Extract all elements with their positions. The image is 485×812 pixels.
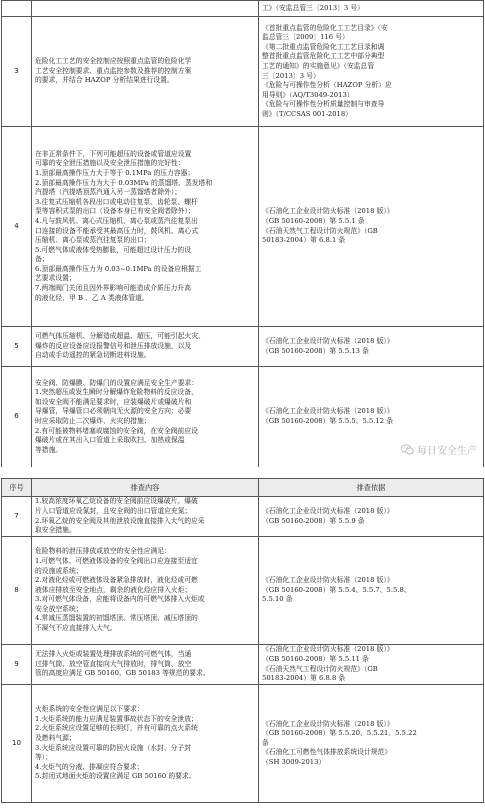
cell-text-line: 汽提塔（汽提塔顶蒸汽通入另一蒸馏塔者除外）； — [35, 188, 182, 197]
cell-text-line: 4.火炬气的分液、排凝应符合要求； — [35, 762, 144, 771]
cell-text-line: 3.对可燃气体设备，应能将设备内的可燃气体排入火炬或 — [35, 595, 205, 604]
inspection-basis-cell — [259, 645, 484, 685]
row-number-cell — [2, 1, 32, 17]
row-number-cell: 7 — [2, 497, 32, 537]
cell-text-line: 时应采取防止二次爆炸、火灾的措施； — [35, 417, 151, 425]
cell-text-line: 的液化烃、甲 B 、乙 A 类液体管道。 — [35, 293, 149, 302]
cell-text-line: 7.两端阀门关闭且因外界影响可能造成介质压力升高 — [35, 284, 192, 293]
cell-text-line: 不凝气不应直接排入大气。 — [35, 624, 117, 633]
cell-text-line: 工》（安监总管三〔2013〕3 号） — [262, 3, 364, 12]
cell-text-line: 50183-2004）第 6.8.8 条 — [262, 674, 346, 683]
cell-text-line: 等措施。 — [35, 445, 63, 454]
cell-text-line: 火炬系统的安全性应满足以下要求： — [35, 705, 144, 714]
inspection-table-bottom — [1, 478, 484, 803]
row-number-cell: 4 — [2, 127, 32, 327]
cell-text-line: 《危险与可操作性分析（HAZOP 分析）应 — [262, 81, 392, 90]
row-number-cell: 5 — [2, 327, 32, 367]
cell-text-line: 液体应排放至安全地点，剩余的液化烃应排入火炬； — [35, 585, 192, 594]
cell-text-line: 《石油化工企业设计防火标准（2018 版）》 — [262, 576, 394, 585]
cell-text-line: 工艺的通知》的实施意见》（安监总管 — [262, 61, 375, 70]
row-number-cell: 9 — [2, 645, 32, 685]
table-row — [2, 497, 484, 537]
inspection-content-cell — [32, 685, 259, 803]
cell-text-line: 压缩机、离心泵或蒸汽往复泵的出口； — [35, 236, 151, 245]
cell-text-line: 《危险与可操作性分析质量控制与审查导 — [262, 100, 385, 109]
inspection-content-cell — [32, 367, 259, 468]
cell-text-line: 《石油化工企业设计防火标准（2018 版）》 — [262, 336, 394, 345]
cell-text-line: 3.往复式压缩机各段出口或电动往复泵、齿轮泵、螺杆 — [35, 197, 198, 206]
cell-text-line: 整首批重点监管危险化工工艺中部分典型 — [262, 52, 385, 61]
cell-text-line: 《石油化工企业设计防火标准（2018 版）》 — [262, 407, 394, 416]
cell-text-line: 的设施或系统； — [35, 566, 83, 575]
cell-text-line: 的要求，并结合 HAZOP 分析结果进行设置。 — [35, 76, 174, 85]
cell-text-line: 危险化工工艺的安全控制应按照重点监管的危险化学 — [35, 57, 192, 66]
cell-text-line: 2.有可能被物料堵塞或腐蚀的安全阀，在安全阀前应设 — [35, 426, 198, 435]
cell-text-line: 安全放空系统； — [35, 604, 83, 613]
row-number-cell: 8 — [2, 537, 32, 645]
cell-text-line: 管的高度应满足 GB 50160、GB 50183 等规范的要求。 — [35, 669, 210, 678]
watermark-text: 每日安全生产 — [417, 446, 477, 457]
cell-text-line: 1.顶部最高操作压力大于等于 0.1MPa 的压力容器； — [35, 168, 195, 177]
header-basis: 排查依据 — [259, 479, 484, 497]
cell-text-line: 《石油化工企业设计防火标准（2018 版）》 — [262, 207, 394, 216]
cell-text-line: 则》（T/CCSAS 001-2018） — [262, 109, 352, 118]
cell-text-line: 6.顶部最高操作压力为 0.03~0.1MPa 的设备应根据工 — [35, 264, 202, 273]
cell-text-line: 及燃料气源； — [35, 733, 76, 742]
inspection-content-cell — [32, 127, 259, 327]
inspection-basis-cell — [259, 537, 484, 645]
cell-text-line: 取安全措施。 — [35, 526, 76, 535]
wechat-icon — [401, 444, 414, 455]
cell-text-line: 导爆管，导爆管口必须朝向无火源的安全方向；必要 — [35, 407, 192, 416]
cell-text-line: （GB 50160-2008）第 5.5.11 条 — [262, 654, 369, 663]
inspection-content-cell — [32, 497, 259, 537]
cell-text-line: （GB 50160-2008）第 5.5.4、5.5.7、5.5.8、 — [262, 585, 411, 594]
table-row — [2, 1, 484, 17]
cell-text-line: （GB 50160-2008）第 5.5.20、5.5.21、5.5.22 — [262, 729, 417, 738]
cell-text-line: 1.可燃气体、可燃液体设备的安全阀出口应连接至适宜 — [35, 556, 198, 565]
cell-text-line: 在非正常条件下，下列可能超压的设备或管道应设置 — [35, 149, 192, 158]
cell-text-line: 3.火炬系统应设置可靠的防回火设施（水封、分子封 — [35, 743, 192, 752]
table-row — [2, 537, 484, 645]
cell-text-line: 5.可燃气体或液体受热膨胀，可能超过设计压力的设 — [35, 245, 192, 254]
table-row — [2, 127, 484, 327]
cell-text-line: 条 — [262, 738, 269, 747]
inspection-content-cell — [32, 327, 259, 367]
cell-text-line: 5.封闭式地面火炬的设置应满足 GB 50160 的要求。 — [35, 772, 196, 781]
header-number: 序号 — [2, 479, 32, 497]
cell-text-line: 2.火炬系统应设置足够的长明灯，并有可靠的点火系统 — [35, 724, 198, 733]
inspection-content-cell — [32, 645, 259, 685]
cell-text-line: 泵等容积式泵的出口（设备本身已有安全阀者除外）； — [35, 207, 195, 216]
cell-text-line: 片入口管道应设氮封，且安全阀的出口管道应充氮； — [35, 506, 192, 515]
cell-text-line: 监总管三〔2009〕116 号） — [262, 33, 349, 42]
cell-text-line: 《石油天然气工程设计防火规范》（GB — [262, 226, 378, 235]
inspection-content-cell — [32, 17, 259, 127]
table-row — [2, 17, 484, 127]
inspection-basis-cell — [259, 127, 484, 327]
cell-text-line: 自动或手动遥控的紧急切断进料设施。 — [35, 351, 151, 360]
cell-text-line: 《石油天然气工程设计防火规范》（GB — [262, 664, 378, 673]
table-header-row — [2, 479, 484, 497]
inspection-basis-cell — [259, 327, 484, 367]
inspection-basis-cell — [259, 497, 484, 537]
cell-text-line: （GB 50160-2008）第 5.5.13 条 — [262, 346, 369, 355]
cell-text-line: 安全阀、防爆膜、防爆门的设置应满足安全生产要求： — [35, 378, 199, 387]
cell-text-line: 可靠的安全泄压措施以及安全泄压措施的完好性： — [35, 159, 185, 168]
inspection-content-cell — [32, 1, 259, 17]
page-break — [0, 467, 485, 478]
inspection-basis-cell — [259, 17, 484, 127]
row-number-cell: 3 — [2, 17, 32, 127]
cell-text-line: 艺要求设置； — [35, 274, 76, 283]
cell-text-line: （GB 50160-2008）第 5.5.1 条 — [262, 216, 365, 225]
cell-text-line: 《首批重点监管的危险化工工艺目录》（安 — [262, 23, 388, 32]
cell-text-line: 4.常减压蒸馏装置的初馏塔顶、常压塔顶、减压塔顶的 — [35, 614, 198, 623]
row-number-cell: 10 — [2, 685, 32, 803]
cell-text-line: （GB 50160-2008）第 5.5.9 条 — [262, 516, 365, 525]
cell-text-line: 1.较高浓度环氧乙烷设备的安全阀前应设爆破片。爆破 — [35, 497, 198, 506]
cell-text-line: 口连接的设备不能承受其最高压力时，鼓风机、离心式 — [35, 226, 199, 235]
cell-text-line: 2.对液化烃或可燃液体设备紧急排放时，液化烃或可燃 — [35, 576, 198, 585]
cell-text-line: 2.顶部最高操作压力为大于 0.03MPa 的蒸馏塔、蒸发塔和 — [35, 178, 213, 187]
cell-text-line: 等）； — [35, 753, 52, 762]
cell-text-line: 可燃气体压缩机、分解造成超温、超压，可能引起火灾、 — [35, 332, 205, 341]
cell-text-line: （SH 3009-2013） — [262, 757, 326, 766]
table-row — [2, 645, 484, 685]
table-row — [2, 327, 484, 367]
cell-text-line: 4.凡与鼓风机、离心式压缩机、离心泵或蒸汽往复泵出 — [35, 216, 198, 225]
cell-text-line: 《第二批重点监管危险化工工艺目录和调 — [262, 42, 385, 51]
cell-text-line: 危险物料的泄压排放或放空的安全性应满足： — [35, 547, 171, 556]
cell-text-line: 三〔2013〕3 号） — [262, 71, 320, 80]
header-content: 排查内容 — [32, 479, 259, 497]
cell-text-line: 无法排入火炬或装置处理排放系统的可燃气体，当通 — [35, 650, 192, 659]
cell-text-line: 《石油化工企业设计防火标准（2018 版）》 — [262, 645, 394, 654]
cell-text-line: 爆破片或在其出入口管道上采取吹扫、加热或保温 — [35, 436, 185, 445]
cell-text-line: 2.环氧乙烷的安全阀及其他泄放设施直接排入大气的应采 — [35, 516, 205, 525]
row-number-cell: 6 — [2, 367, 32, 468]
cell-text-line: 50183-2004）第 6.8.1 条 — [262, 236, 346, 245]
cell-text-line: 《石油化工企业设计防火标准（2018 版）》 — [262, 506, 394, 515]
watermark — [401, 442, 477, 457]
cell-text-line: 工艺安全控制要求、重点监控参数及推荐的控制方案 — [35, 66, 192, 75]
cell-text-line: 过排气筒、放空管直接向大气排放时，排气筒、放空 — [35, 659, 192, 668]
cell-text-line: 用导则》（AQ/T3049-2013） — [262, 90, 354, 99]
table-row — [2, 685, 484, 803]
inspection-table-top — [1, 0, 484, 468]
cell-text-line: 如设安全阀不能满足要求时，应装爆破片或爆破片和 — [35, 397, 192, 406]
cell-text-line: 备； — [35, 255, 49, 264]
cell-text-line: 《石油化工可燃性气体排放系统设计规范》 — [262, 748, 392, 757]
inspection-basis-cell — [259, 1, 484, 17]
cell-text-line: 5.5.10 条 — [262, 595, 293, 604]
cell-text-line: 1.突然超压或发生瞬时分解爆炸危险物料的反应设备， — [35, 388, 198, 397]
inspection-content-cell — [32, 537, 259, 645]
cell-text-line: 《石油化工企业设计防火标准（2018 版）》 — [262, 719, 394, 728]
cell-text-line: 1.火炬系统的能力应满足装置事故状态下的安全泄放； — [35, 714, 198, 723]
cell-text-line: （GB 50160-2008）第 5.5.5、5.5.12 条 — [262, 417, 394, 425]
cell-text-line: 爆炸的反应设备应设报警信号和泄压排放设施，以及 — [35, 341, 192, 350]
inspection-basis-cell — [259, 685, 484, 803]
